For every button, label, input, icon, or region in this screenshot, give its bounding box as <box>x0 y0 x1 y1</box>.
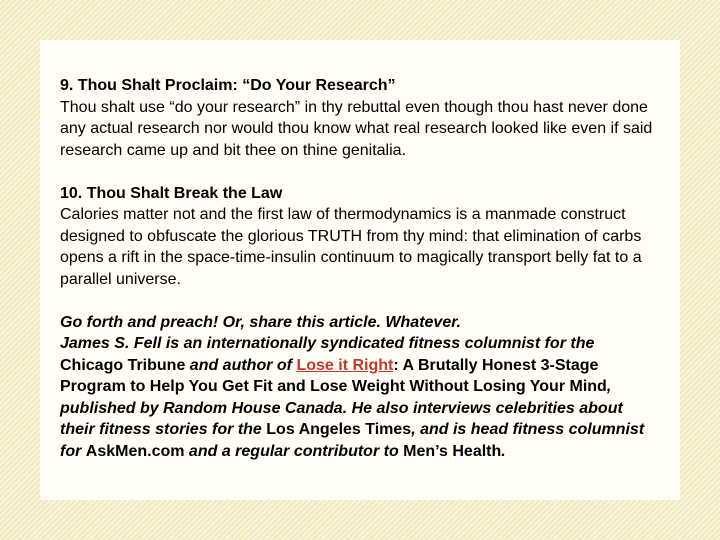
section-body: Thou shalt use “do your research” in thy rebuttal even though thou hast never done any actual research nor would thou know what real research looked like even if said research came up and bit thee on thine genitalia. <box>60 98 653 159</box>
slide-content <box>60 75 660 462</box>
section-10 <box>60 183 660 291</box>
section-heading: 9. Thou Shalt Proclaim: “Do Your Research” <box>60 77 396 94</box>
publication-mens-health: Men’s Health <box>403 442 502 460</box>
section-heading: 10. Thou Shalt Break the Law <box>60 184 283 202</box>
publication-chicago-tribune: Chicago Tribune <box>60 356 186 374</box>
book-link[interactable]: Lose it Right <box>296 356 394 374</box>
section-body: Calories matter not and the first law of thermodynamics is a manmade construct designed to obfuscate the glorious TRUTH from thy mind: that elimination of carbs opens a rift in the space-time-insulin continuum to magically transport belly fat to a parallel universe. <box>60 206 642 288</box>
bio-text: , published by Random House Canada. He also interviews celebrities about their fitness stories for the <box>60 378 623 438</box>
bio-text: and a regular contributor to <box>184 442 404 460</box>
author-bio <box>60 333 660 462</box>
book-subtitle: A Brutally Honest 3-Stage Program to Help You Get Fit and Lose Weight Without Losing Your Mind <box>60 356 607 395</box>
closing-line: Go forth and preach! Or, share this article. Whatever. <box>60 313 461 331</box>
bio-text: and author of <box>185 356 297 374</box>
bio-text: James S. Fell is an internationally syndicated fitness columnist for the <box>60 335 595 352</box>
bio-text: . <box>501 442 506 460</box>
section-9 <box>60 75 660 161</box>
closing-block <box>60 312 660 463</box>
bio-text: , and is head fitness columnist for <box>60 421 645 460</box>
bio-colon: : <box>393 356 403 374</box>
publication-la-times: Los Angeles Times <box>266 421 412 438</box>
publication-askmen: AskMen.com <box>85 442 185 460</box>
